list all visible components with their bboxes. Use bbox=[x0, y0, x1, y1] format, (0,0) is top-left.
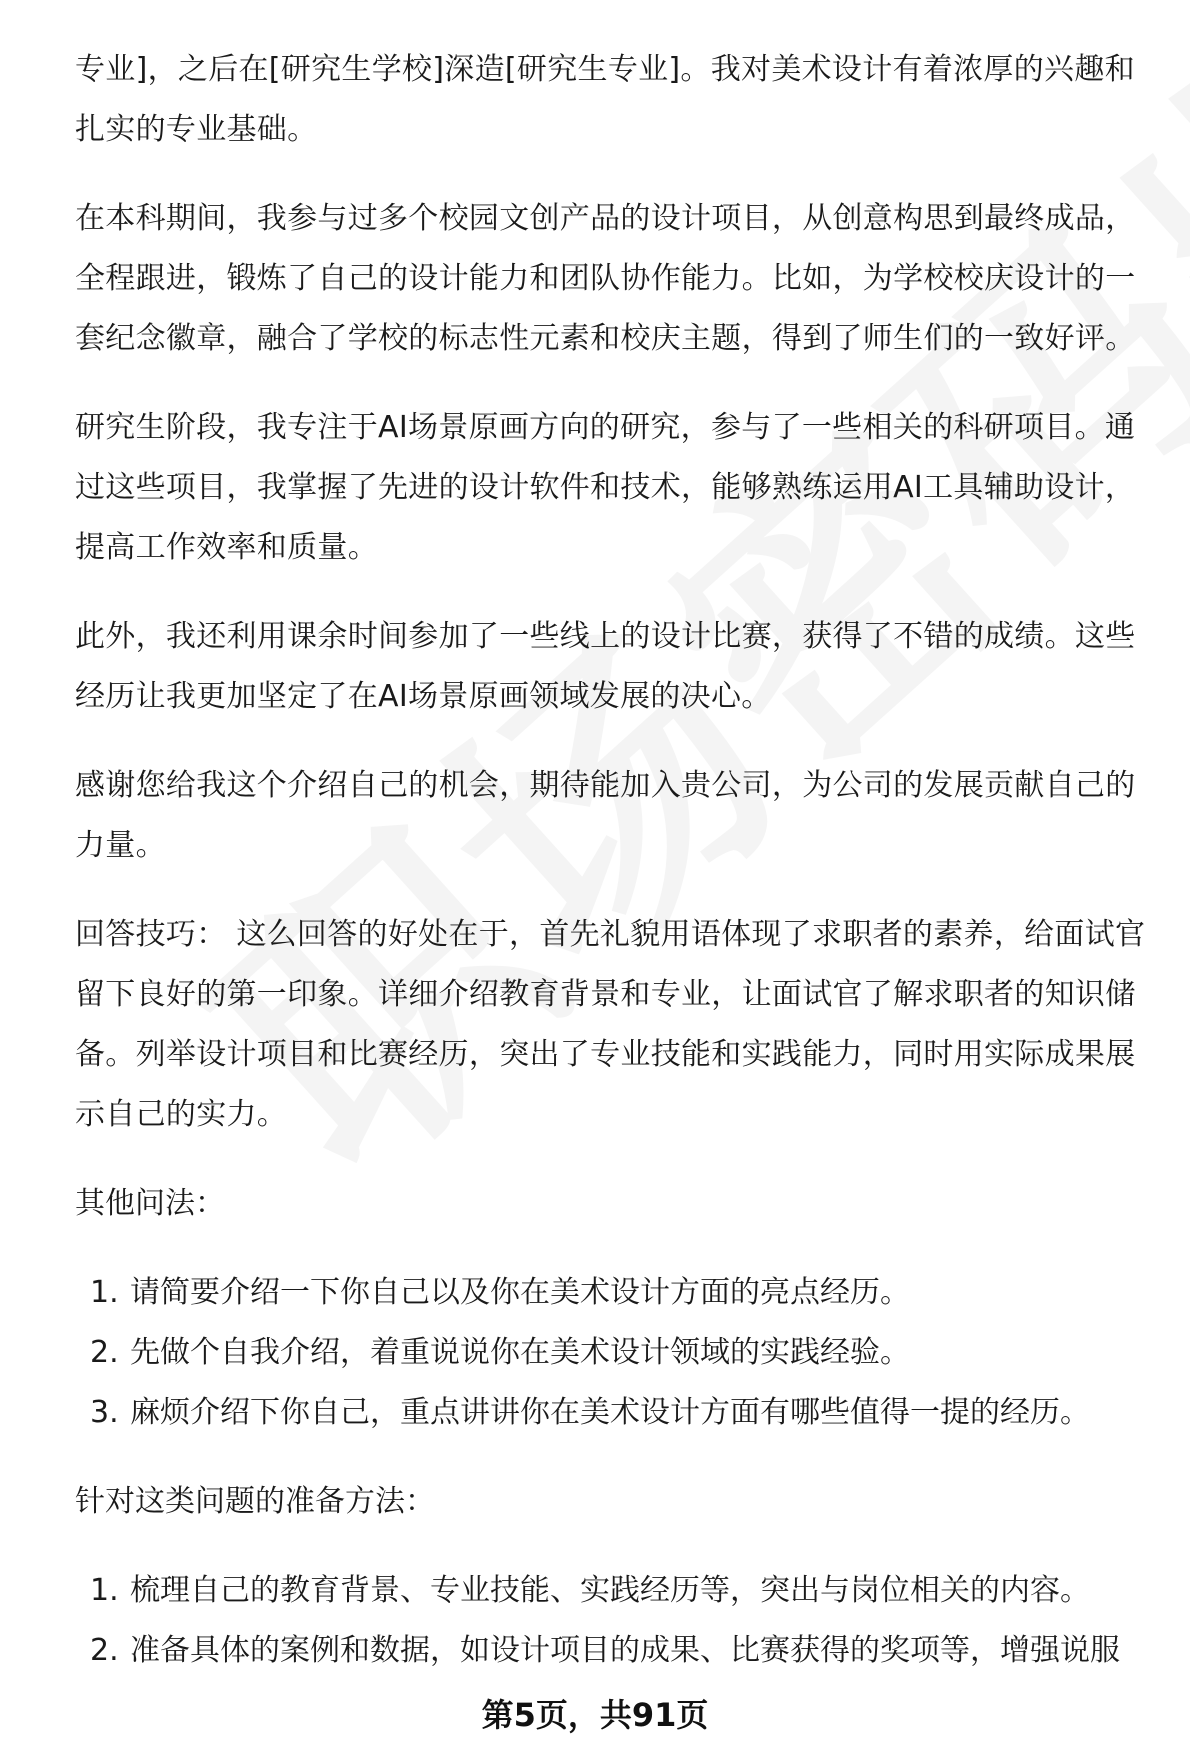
list-item-text: 麻烦介绍下你自己，重点讲讲你在美术设计方面有哪些值得一提的经历。 bbox=[130, 1395, 1090, 1430]
paragraph-thanks: 感谢您给我这个介绍自己的机会，期待能加入贵公司，为公司的发展贡献自己的力量。 bbox=[75, 768, 1136, 863]
other-questions-label: 其他问法： bbox=[75, 1186, 225, 1221]
list-item-number: 2. bbox=[90, 1633, 119, 1668]
list-item-text: 请简要介绍一下你自己以及你在美术设计方面的亮点经历。 bbox=[130, 1275, 910, 1310]
paragraph-competitions: 此外，我还利用课余时间参加了一些线上的设计比赛，获得了不错的成绩。这些经历让我更加坚定了在AI场景原画领域发展的决心。 bbox=[75, 619, 1136, 714]
list-item bbox=[75, 1561, 1165, 1621]
list-item-text: 准备具体的案例和数据，如设计项目的成果、比赛获得的奖项等，增强说服 bbox=[130, 1633, 1120, 1668]
list-item bbox=[75, 1323, 1165, 1383]
list-item-number: 1. bbox=[90, 1275, 119, 1310]
page-number: 第5页，共91页 bbox=[481, 1696, 709, 1734]
other-questions-list bbox=[75, 1263, 1165, 1443]
list-item bbox=[75, 1263, 1165, 1323]
list-item-text: 先做个自我介绍，着重说说你在美术设计领域的实践经验。 bbox=[130, 1335, 910, 1370]
paragraph-intro-continued: 专业]，之后在[研究生学校]深造[研究生专业]。我对美术设计有着浓厚的兴趣和扎实的专业基础。 bbox=[75, 52, 1135, 147]
list-item bbox=[75, 1383, 1165, 1443]
paragraph-graduate: 研究生阶段，我专注于AI场景原画方向的研究，参与了一些相关的科研项目。通过这些项目，我掌握了先进的设计软件和技术，能够熟练运用AI工具辅助设计，提高工作效率和质量。 bbox=[75, 410, 1136, 565]
list-item-number: 1. bbox=[90, 1573, 119, 1608]
list-item-text: 梳理自己的教育背景、专业技能、实践经历等，突出与岗位相关的内容。 bbox=[130, 1573, 1090, 1608]
paragraph-undergraduate: 在本科期间，我参与过多个校园文创产品的设计项目，从创意构思到最终成品，全程跟进，锻炼了自己的设计能力和团队协作能力。比如，为学校校庆设计的一套纪念徽章，融合了学校的标志性元素和校庆主题，得到了师生们的一致好评。 bbox=[75, 201, 1136, 356]
preparation-list bbox=[75, 1561, 1165, 1681]
list-item-number: 3. bbox=[90, 1395, 119, 1430]
paragraph-answer-tips: 回答技巧： 这么回答的好处在于，首先礼貌用语体现了求职者的素养，给面试官留下良好的第一印象。详细介绍教育背景和专业，让面试官了解求职者的知识储备。列举设计项目和比赛经历，突出了专业技能和实践能力，同时用实际成果展示自己的实力。 bbox=[75, 917, 1146, 1132]
document-body bbox=[75, 40, 1165, 1710]
list-item-number: 2. bbox=[90, 1335, 119, 1370]
preparation-label: 针对这类问题的准备方法： bbox=[75, 1484, 435, 1519]
list-item bbox=[75, 1621, 1165, 1681]
